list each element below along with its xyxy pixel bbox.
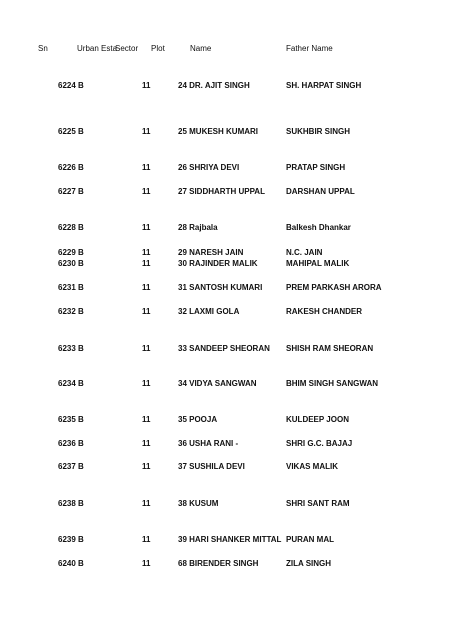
table-row <box>0 439 474 449</box>
name-cell: 28 Rajbala <box>178 223 218 232</box>
table-row <box>0 223 474 233</box>
table-row <box>0 248 474 258</box>
sector-cell: 11 <box>142 439 151 448</box>
table-row <box>0 559 474 569</box>
sector-cell: 11 <box>142 187 151 196</box>
header-sn: Sn <box>38 44 48 53</box>
urban-esta-cell: 6238 B <box>58 499 84 508</box>
table-row <box>0 81 474 91</box>
table-row <box>0 259 474 269</box>
name-cell: 26 SHRIYA DEVI <box>178 163 240 172</box>
name-cell: 36 USHA RANI - <box>178 439 239 448</box>
name-cell: 31 SANTOSH KUMARI <box>178 283 263 292</box>
name-cell: 38 KUSUM <box>178 499 219 508</box>
table-row <box>0 344 474 354</box>
father-name-cell: SHRI G.C. BAJAJ <box>286 439 353 448</box>
father-name-cell: SH. HARPAT SINGH <box>286 81 362 90</box>
urban-esta-cell: 6228 B <box>58 223 84 232</box>
urban-esta-cell: 6240 B <box>58 559 84 568</box>
urban-esta-cell: 6234 B <box>58 379 84 388</box>
urban-esta-cell: 6237 B <box>58 462 84 471</box>
urban-esta-cell: 6226 B <box>58 163 84 172</box>
father-name-cell: VIKAS MALIK <box>286 462 338 471</box>
sector-cell: 11 <box>142 379 151 388</box>
header-sector: Sector <box>115 44 139 53</box>
sector-cell: 11 <box>142 81 151 90</box>
table-row <box>0 283 474 293</box>
table-row <box>0 127 474 137</box>
header-name: Name <box>190 44 212 53</box>
father-name-cell: KULDEEP JOON <box>286 415 349 424</box>
sector-cell: 11 <box>142 535 151 544</box>
father-name-cell: SHRI SANT RAM <box>286 499 350 508</box>
father-name-cell: MAHIPAL MALIK <box>286 259 350 268</box>
urban-esta-cell: 6229 B <box>58 248 84 257</box>
sector-cell: 11 <box>142 307 151 316</box>
header-plot: Plot <box>151 44 165 53</box>
header-father-name: Father Name <box>286 44 333 53</box>
father-name-cell: ZILA SINGH <box>286 559 332 568</box>
name-cell: 33 SANDEEP SHEORAN <box>178 344 270 353</box>
table-row <box>0 415 474 425</box>
father-name-cell: DARSHAN UPPAL <box>286 187 355 196</box>
sector-cell: 11 <box>142 248 151 257</box>
sector-cell: 11 <box>142 344 151 353</box>
name-cell: 68 BIRENDER SINGH <box>178 559 259 568</box>
father-name-cell: RAKESH CHANDER <box>286 307 363 316</box>
name-cell: 35 POOJA <box>178 415 218 424</box>
sector-cell: 11 <box>142 127 151 136</box>
name-cell: 32 LAXMI GOLA <box>178 307 240 316</box>
name-cell: 29 NARESH JAIN <box>178 248 244 257</box>
sector-cell: 11 <box>142 223 151 232</box>
urban-esta-cell: 6233 B <box>58 344 84 353</box>
father-name-cell: N.C. JAIN <box>286 248 323 257</box>
sector-cell: 11 <box>142 163 151 172</box>
urban-esta-cell: 6224 B <box>58 81 84 90</box>
father-name-cell: SHISH RAM SHEORAN <box>286 344 374 353</box>
urban-esta-cell: 6225 B <box>58 127 84 136</box>
urban-esta-cell: 6227 B <box>58 187 84 196</box>
sector-cell: 11 <box>142 559 151 568</box>
name-cell: 30 RAJINDER MALIK <box>178 259 258 268</box>
urban-esta-cell: 6236 B <box>58 439 84 448</box>
sector-cell: 11 <box>142 499 151 508</box>
table-row <box>0 307 474 317</box>
father-name-cell: PREM PARKASH ARORA <box>286 283 382 292</box>
urban-esta-cell: 6235 B <box>58 415 84 424</box>
table-row <box>0 535 474 545</box>
father-name-cell: SUKHBIR SINGH <box>286 127 351 136</box>
name-cell: 24 DR. AJIT SINGH <box>178 81 250 90</box>
father-name-cell: Balkesh Dhankar <box>286 223 351 232</box>
name-cell: 39 HARI SHANKER MITTAL <box>178 535 282 544</box>
father-name-cell: PURAN MAL <box>286 535 334 544</box>
father-name-cell: PRATAP SINGH <box>286 163 346 172</box>
table-row <box>0 163 474 173</box>
table-row <box>0 462 474 472</box>
urban-esta-cell: 6230 B <box>58 259 84 268</box>
sector-cell: 11 <box>142 462 151 471</box>
table-row <box>0 379 474 389</box>
name-cell: 25 MUKESH KUMARI <box>178 127 259 136</box>
sector-cell: 11 <box>142 415 151 424</box>
name-cell: 37 SUSHILA DEVI <box>178 462 245 471</box>
urban-esta-cell: 6232 B <box>58 307 84 316</box>
table-row <box>0 187 474 197</box>
urban-esta-cell: 6239 B <box>58 535 84 544</box>
name-cell: 27 SIDDHARTH UPPAL <box>178 187 265 196</box>
sector-cell: 11 <box>142 259 151 268</box>
sector-cell: 11 <box>142 283 151 292</box>
name-cell: 34 VIDYA SANGWAN <box>178 379 257 388</box>
table-row <box>0 499 474 509</box>
urban-esta-cell: 6231 B <box>58 283 84 292</box>
father-name-cell: BHIM SINGH SANGWAN <box>286 379 378 388</box>
header-urban-esta: Urban Esta <box>77 44 118 53</box>
